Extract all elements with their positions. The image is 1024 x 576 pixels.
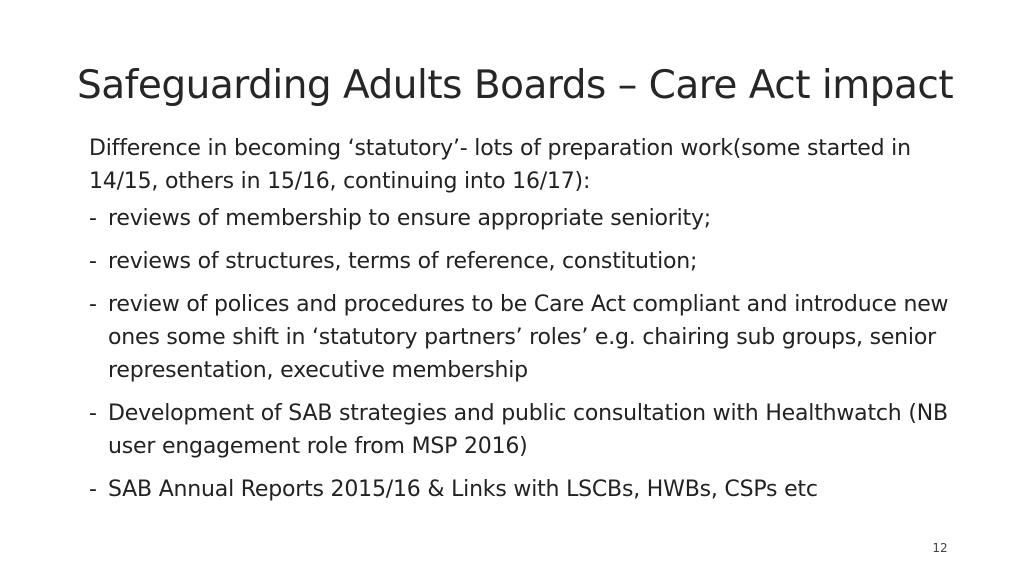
bullet-item xyxy=(89,473,969,506)
intro-paragraph: Difference in becoming ‘statutory’- lots of preparation work(some started in 14/15, others in 15/16, continuing into 16/17): xyxy=(89,136,911,194)
bullet-item xyxy=(89,245,969,278)
slide-body xyxy=(89,132,969,516)
page-number: 12 xyxy=(932,541,948,555)
bullet-text: reviews of membership to ensure appropriate seniority; xyxy=(108,206,711,231)
bullet-marker: - xyxy=(89,206,97,231)
bullet-item xyxy=(89,288,969,387)
bullet-marker: - xyxy=(89,477,97,502)
bullet-list xyxy=(89,202,969,506)
bullet-text: Development of SAB strategies and public consultation with Healthwatch (NB user engagement role from MSP 2016) xyxy=(108,401,948,459)
bullet-marker: - xyxy=(89,292,97,317)
bullet-item xyxy=(89,202,969,235)
bullet-text: reviews of structures, terms of reference, constitution; xyxy=(108,249,698,274)
bullet-marker: - xyxy=(89,401,97,426)
slide-title: Safeguarding Adults Boards – Care Act impact xyxy=(77,63,954,108)
bullet-text: review of polices and procedures to be Care Act compliant and introduce new ones some shift in ‘statutory partners’ roles’ e.g. chairing sub groups, senior representation, executive membership xyxy=(108,292,949,383)
bullet-marker: - xyxy=(89,249,97,274)
bullet-item xyxy=(89,397,969,463)
bullet-text: SAB Annual Reports 2015/16 & Links with LSCBs, HWBs, CSPs etc xyxy=(108,477,818,502)
